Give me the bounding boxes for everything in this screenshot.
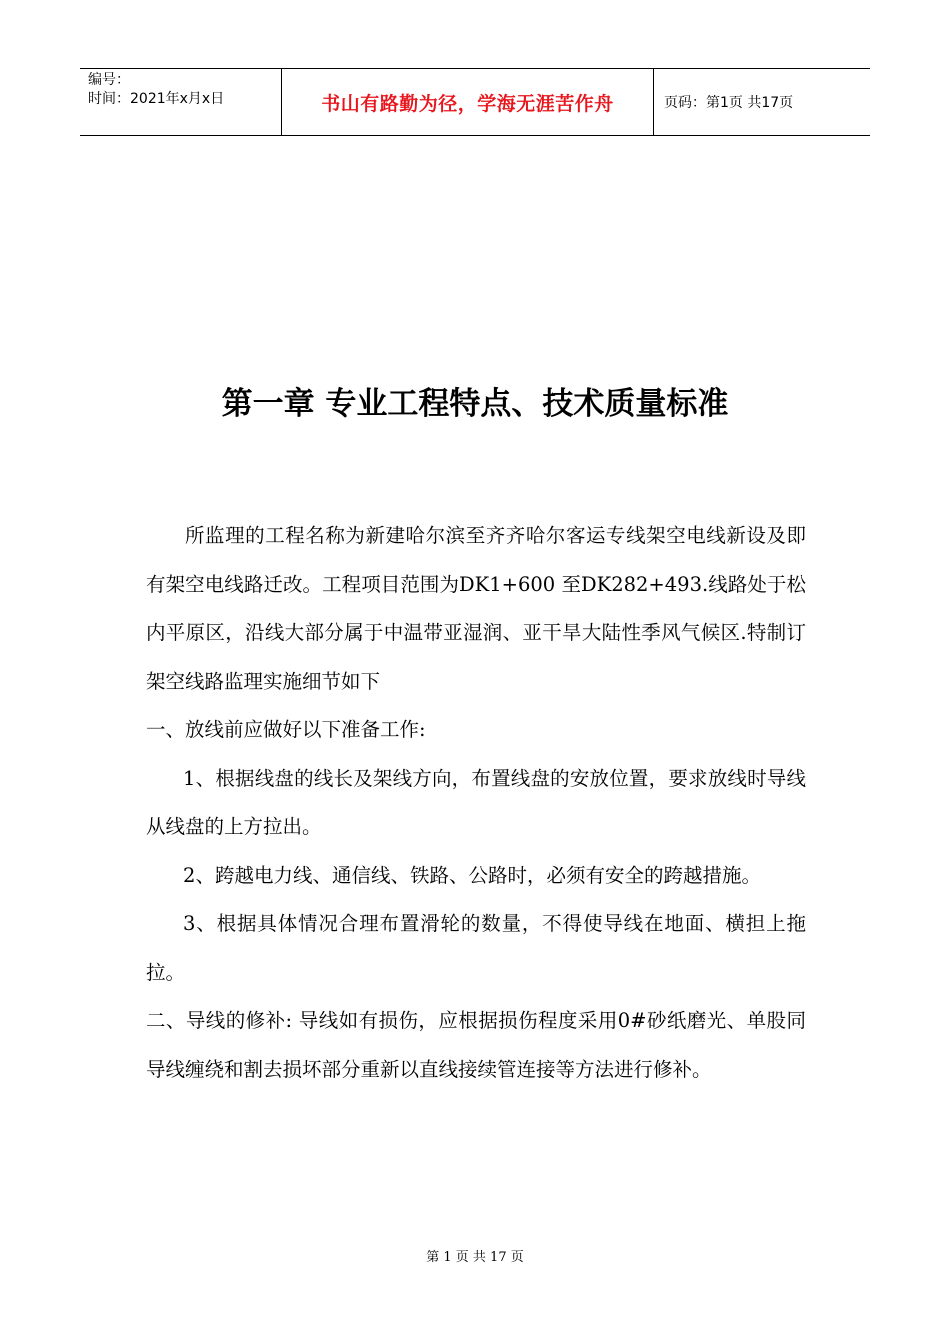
section-heading-2: 二、导线的修补: 导线如有损伤，应根据损伤程度采用0#砂纸磨光、单股同导线缠绕和割去损坏部分重新以直线接续管连接等方法进行修补。	[146, 1009, 806, 1081]
date-line: 时间：2021年x月x日	[88, 91, 225, 107]
intro-paragraph: 所监理的工程名称为新建哈尔滨至齐齐哈尔客运专线架空电线新设及即有架空电线路迁改。工程项目范围为DK1+600 至DK282+493.线路处于松内平原区，沿线大部分属于中温带亚湿润、亚干旱大陆性季风气候区.特制订架空线路监理实施细节如下	[146, 524, 806, 693]
document-body	[146, 512, 806, 1094]
list-item-3: 3、根据具体情况合理布置滑轮的数量，不得使导线在地面、横担上拖拉。	[146, 912, 806, 984]
header-left-cell	[80, 69, 282, 135]
list-item-2: 2、跨越电力线、通信线、铁路、公路时，必须有安全的跨越措施。	[183, 863, 761, 887]
page-header	[80, 68, 870, 136]
header-page-info: 页码：第1页 共17页	[664, 95, 794, 111]
list-item-1: 1、根据线盘的线长及架线方向，布置线盘的安放位置，要求放线时导线从线盘的上方拉出。	[146, 766, 806, 838]
motto-text: 书山有路勤为径，学海无涯苦作舟	[321, 92, 614, 115]
header-motto-cell	[282, 69, 654, 135]
chapter-title: 第一章 专业工程特点、技术质量标准	[221, 386, 729, 422]
page-footer: 第 1 页 共 17 页	[426, 1250, 524, 1265]
number-label: 编号：	[88, 72, 130, 88]
section-heading-1: 一、放线前应做好以下准备工作:	[146, 718, 426, 741]
